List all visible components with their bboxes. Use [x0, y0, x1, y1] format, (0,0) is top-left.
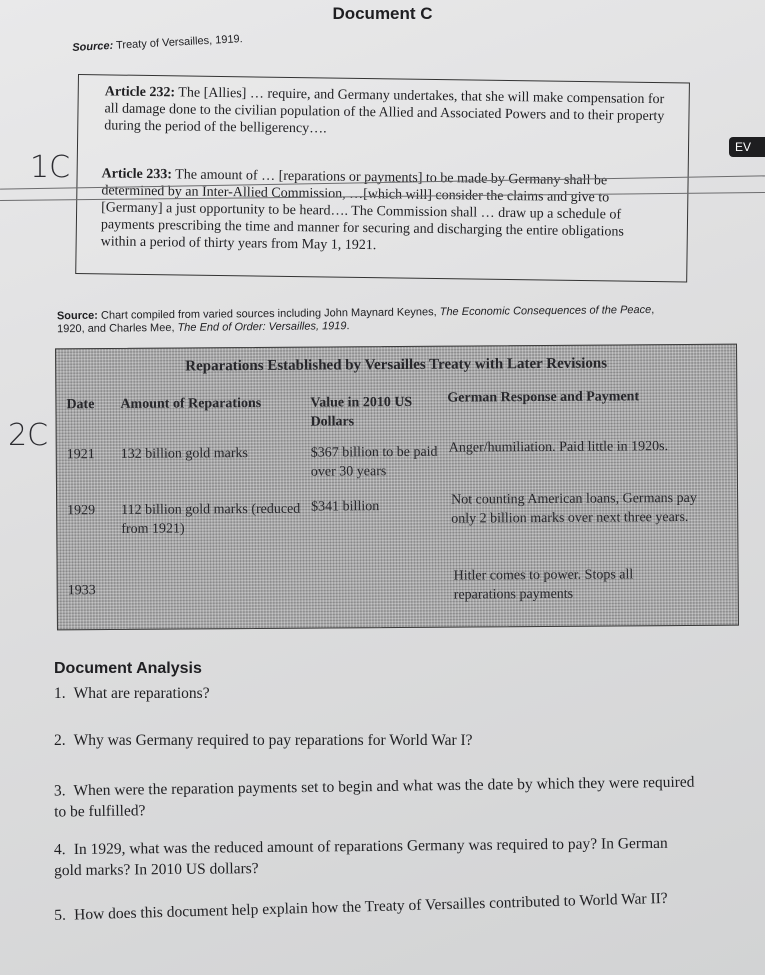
- question-5: [54, 886, 744, 926]
- source-text: Treaty of Versailles, 1919.: [115, 33, 244, 52]
- question-text: When were the reparation payments set to begin and what was the date by which they were required to be fulfilled?: [54, 773, 695, 821]
- reparations-table: [55, 344, 739, 631]
- article-232-text: The [Allies] … require, and Germany undertakes, that she will make compensation for all damage done to the civilian population of the Allied and Associated Powers and to their property during the period of the belligerency….: [104, 85, 665, 137]
- row-1933-date: 1933: [67, 583, 96, 599]
- question-number: 5.: [54, 906, 67, 924]
- header-value: Value in 2010 US Dollars: [310, 394, 413, 430]
- question-number: 3.: [53, 782, 66, 800]
- source2-text-before: Chart compiled from varied sources including John Maynard Keynes,: [100, 306, 437, 322]
- row-1929-date: 1929: [67, 503, 96, 519]
- row-1929-response: Not counting American loans, Germans pay only 2 billion marks over next three years.: [451, 490, 697, 527]
- source2-label: Source:: [56, 309, 98, 323]
- row-1921-value: $367 billion to be paid over 30 years: [310, 444, 438, 480]
- row-1921-response: Anger/humiliation. Paid little in 1920s.: [448, 439, 669, 456]
- question-text: In 1929, what was the reduced amount of reparations Germany was required to pay? In German gold marks? In 2010 US dollars?: [54, 834, 668, 880]
- margin-note-2c: 2C: [8, 418, 49, 453]
- question-2: [54, 730, 734, 751]
- row-1921-date: 1921: [66, 447, 95, 463]
- source2-text-middle: , 1920, and Charles Mee,: [57, 303, 655, 336]
- article-233-label: Article 233:: [101, 166, 173, 183]
- question-number: 2.: [54, 732, 66, 749]
- ev-badge[interactable]: EV: [729, 137, 765, 157]
- source-label: Source:: [72, 39, 114, 54]
- source-citation-chart: [57, 304, 667, 336]
- question-3: [54, 771, 705, 822]
- row-1921-amount: 132 billion gold marks: [120, 446, 248, 462]
- row-1929-value: $341 billion: [311, 499, 380, 515]
- source-citation-treaty: [72, 33, 243, 54]
- margin-note-1c: 1C: [30, 150, 71, 185]
- article-233-text: The amount of … [reparations or payments] to be made by Germany shall be determined by an Inter-Allied Commission, …[which will] consider the claims and give to [Germany] a just opportunity to be heard…. The Commission shall … draw up a schedule of payments prescribing the time and manner for securing and discharging the entire obligations within a period of thirty years from May 1, 1921.: [100, 167, 624, 254]
- question-text: Why was Germany required to pay reparations for World War I?: [73, 732, 473, 749]
- source2-text-after: .: [346, 320, 350, 333]
- document-title: Document C: [332, 4, 433, 23]
- question-1: [54, 683, 734, 704]
- analysis-heading: Document Analysis: [54, 660, 202, 677]
- article-232-label: Article 232:: [104, 84, 176, 101]
- header-amount: Amount of Reparations: [120, 395, 262, 412]
- header-response: German Response and Payment: [447, 389, 640, 406]
- question-number: 1.: [54, 685, 66, 702]
- row-1933-response: Hitler comes to power. Stops all reparations payments: [453, 567, 634, 603]
- source2-book-keynes: The Economic Consequences of the Peace: [439, 303, 652, 319]
- article-232: [104, 83, 665, 142]
- question-number: 4.: [53, 841, 66, 859]
- source2-book-mee: The End of Order: Versailles, 1919: [177, 320, 347, 334]
- table-title: Reparations Established by Versailles Treaty with Later Revisions: [185, 355, 608, 375]
- question-text: What are reparations?: [73, 685, 210, 702]
- question-text: How does this document help explain how the Treaty of Versailles contributed to World War II?: [73, 889, 668, 924]
- header-date: Date: [66, 397, 95, 413]
- question-4: [54, 833, 669, 881]
- row-1929-amount: 112 billion gold marks (reduced from 1921): [121, 501, 301, 537]
